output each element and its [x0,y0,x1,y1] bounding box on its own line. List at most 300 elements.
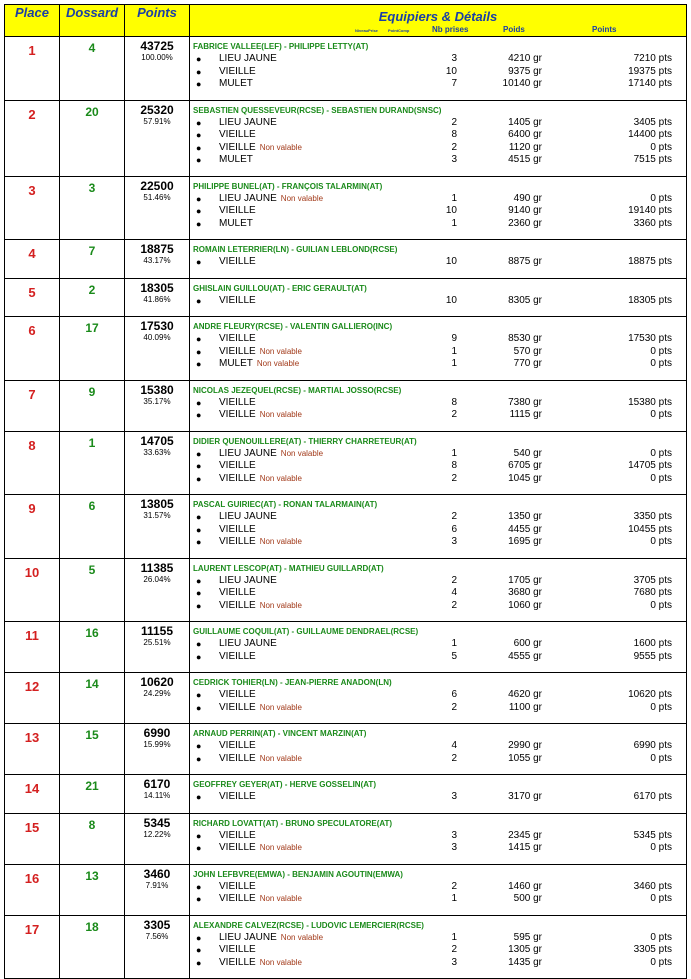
catch-count: 10 [445,65,457,77]
table-row [5,278,687,317]
place-cell [5,100,60,176]
bullet-icon: ● [196,651,202,662]
place-cell [5,278,60,317]
catch-points: 7680 pts [633,587,672,598]
catch-line [190,524,686,537]
detail-cell [190,813,687,864]
points-percent: 31.57% [143,511,171,520]
species-label [219,740,260,753]
team-names: ARNAUD PERRIN(AT) - VINCENT MARZIN(AT) [193,729,367,738]
points-cell [125,431,190,495]
species-name: VIEILLE [219,472,256,484]
catch-line [190,256,686,269]
catch-points: 0 pts [650,536,672,547]
points-percent: 7.91% [145,880,169,890]
points-cell [125,380,190,431]
species-label [219,587,260,600]
catch-weight: 540 gr [513,447,542,459]
detail-cell [190,431,687,495]
points-cell [125,176,190,240]
species-label [219,842,302,855]
total-points: 13805 [140,497,174,511]
team-names: ROMAIN LETERRIER(LN) - GUILIAN LEBLOND(RCSE) [193,245,398,254]
invalid-note: Non valable [259,753,302,763]
species-name: VIEILLE [219,587,256,598]
team-names: JOHN LEFBVRE(EMWA) - BENJAMIN AGOUTIN(EMWA) [193,869,403,879]
species-label [219,881,260,894]
invalid-note: Non valable [259,894,302,903]
species-name: MULET [219,78,253,89]
bullet-icon: ● [196,54,202,64]
dossard-cell [60,431,125,495]
dossard-value: 15 [85,728,99,742]
catch-points: 17140 pts [628,78,672,89]
bullet-icon: ● [196,792,202,802]
invalid-note: Non valable [259,142,302,152]
species-label [219,893,302,906]
catch-count: 6 [451,523,457,535]
catch-line [190,536,686,549]
results-table [4,4,687,979]
species-name: VIEILLE [219,599,256,611]
header-points: Points [125,5,190,37]
place-value: 2 [28,106,36,122]
place-cell [5,317,60,381]
species-label [219,448,323,461]
catch-line [190,448,686,461]
dossard-value: 21 [85,779,99,793]
species-name: LIEU JAUNE [219,192,277,204]
team-names: GUILLAUME COQUIL(AT) - GUILLAUME DENDRAEL(RCSE) [193,627,419,636]
place-cell [5,431,60,495]
species-name: VIEILLE [219,396,256,408]
catch-weight: 1695 gr [508,536,542,547]
bullet-icon: ● [196,575,202,586]
catch-weight: 490 gr [513,192,542,204]
total-points: 11155 [140,624,174,638]
catch-line [190,460,686,473]
place-cell [5,915,60,979]
catch-line [190,932,686,945]
total-points: 6170 [143,777,171,791]
place-value: 7 [28,386,36,402]
bullet-icon: ● [196,155,202,165]
species-label [219,689,260,702]
place-cell [5,240,60,279]
dossard-cell [60,240,125,279]
dossard-cell [60,100,125,176]
dossard-cell [60,915,125,979]
invalid-note: Non valable [280,448,324,458]
table-row [5,176,687,240]
dossard-cell [60,673,125,724]
detail-cell [190,317,687,381]
species-label [219,117,281,130]
bullet-icon: ● [196,588,202,598]
species-name: VIEILLE [219,956,256,968]
species-name: MULET [219,154,253,165]
team-names: PHILIPPE BUNEL(AT) - FRANÇOIS TALARMIN(AT) [193,181,383,191]
dossard-cell [60,37,125,101]
dossard-value: 18 [85,919,99,934]
species-label [219,957,302,970]
species-name: VIEILLE [219,65,256,77]
header-point-comp: PointComp [388,28,410,33]
dossard-value: 16 [85,626,99,640]
points-cell [125,724,190,775]
bullet-icon: ● [196,117,202,128]
species-name: LIEU JAUNE [219,931,277,943]
bullet-icon: ● [196,218,202,229]
catch-line [190,689,686,702]
points-percent: 41.86% [143,294,171,304]
species-label [219,524,260,537]
points-cell [125,673,190,724]
invalid-note: Non valable [256,359,300,368]
points-percent: 14.11% [143,791,171,800]
place-value: 13 [24,730,40,745]
points-cell [125,37,190,101]
detail-cell [190,673,687,724]
place-value: 15 [24,819,40,835]
species-label [219,932,323,945]
species-label [219,409,302,422]
species-name: LIEU JAUNE [219,116,277,128]
catch-points: 9555 pts [633,650,672,662]
species-name: VIEILLE [219,141,256,153]
catch-weight: 595 gr [513,931,542,943]
table-row [5,915,687,979]
species-name: VIEILLE [219,294,256,306]
catch-points: 0 pts [650,701,672,713]
catch-weight: 2990 gr [508,740,542,751]
bullet-icon: ● [196,448,202,459]
catch-count: 2 [451,944,457,955]
catch-line [190,587,686,600]
catch-line [190,193,686,206]
team-names: PASCAL GUIRIEC(AT) - RONAN TALARMAIN(AT) [193,500,378,509]
catch-count: 2 [451,409,457,420]
species-label [219,651,260,664]
catch-line [190,842,686,855]
species-label [219,511,281,524]
bullet-icon: ● [196,512,202,522]
dossard-value: 13 [85,868,99,883]
catch-weight: 8875 gr [508,256,542,267]
place-cell [5,864,60,915]
bullet-icon: ● [196,690,202,700]
points-cell [125,775,190,814]
table-row [5,775,687,814]
species-name: VIEILLE [219,701,256,713]
total-points: 10620 [140,675,174,689]
catch-count: 1 [451,345,457,357]
dossard-value: 5 [88,562,96,577]
dossard-value: 7 [88,244,96,258]
invalid-note: Non valable [259,473,302,483]
catch-points: 19375 pts [628,65,672,77]
catch-weight: 9375 gr [508,65,542,77]
catch-points: 6990 pts [633,740,672,751]
bullet-icon: ● [196,359,202,369]
species-label [219,346,302,359]
catch-weight: 4555 gr [508,650,542,662]
catch-count: 2 [451,116,457,128]
catch-count: 7 [451,78,457,89]
species-name: VIEILLE [219,689,256,700]
catch-count: 2 [451,880,457,892]
species-name: LIEU JAUNE [219,638,277,649]
table-row [5,317,687,381]
species-name: LIEU JAUNE [219,447,277,459]
catch-count: 8 [451,460,457,471]
table-row [5,495,687,559]
catch-points: 5345 pts [633,829,672,841]
catch-line [190,511,686,524]
catch-line [190,129,686,142]
catch-points: 1600 pts [633,638,672,649]
detail-cell [190,622,687,673]
detail-cell [190,724,687,775]
catch-weight: 1460 gr [508,880,542,892]
catch-line [190,753,686,766]
catch-weight: 4455 gr [508,523,542,535]
invalid-note: Non valable [259,537,302,546]
points-percent: 43.17% [143,256,171,265]
catch-line [190,702,686,715]
catch-line [190,638,686,651]
species-label [219,536,302,549]
catch-points: 0 pts [650,599,672,611]
catch-line [190,944,686,957]
dossard-value: 17 [85,321,99,335]
place-cell [5,558,60,622]
points-percent: 40.09% [143,333,171,342]
catch-count: 10 [445,256,457,267]
catch-count: 3 [451,154,457,165]
points-percent: 25.51% [143,638,171,647]
team-names: ALEXANDRE CALVEZ(RCSE) - LUDOVIC LEMERCIER(RCSE) [193,920,424,930]
points-percent: 57.91% [143,116,171,126]
species-name: MULET [219,217,253,229]
species-name: MULET [219,358,253,369]
header-poids: Poids [503,25,525,34]
catch-weight: 8305 gr [508,294,542,306]
catch-count: 1 [451,931,457,943]
place-value: 11 [25,628,39,643]
species-name: LIEU JAUNE [219,511,277,522]
catch-points: 7210 pts [633,53,672,64]
species-name: VIEILLE [219,740,256,751]
species-label [219,638,281,651]
catch-points: 10620 pts [628,689,672,700]
table-row [5,240,687,279]
detail-cell [190,37,687,101]
team-names: RICHARD LOVATT(AT) - BRUNO SPECULATORE(AT) [193,818,393,828]
header-points-detail: Points [592,25,617,34]
header-details [190,5,687,37]
invalid-note: Non valable [259,600,302,610]
catch-line [190,117,686,130]
catch-count: 2 [451,511,457,522]
points-cell [125,317,190,381]
species-name: VIEILLE [219,650,256,662]
species-label [219,753,302,766]
catch-weight: 1305 gr [508,944,542,955]
dossard-cell [60,622,125,673]
catch-count: 4 [451,740,457,751]
catch-weight: 500 gr [513,893,542,904]
detail-cell [190,100,687,176]
total-points: 18875 [140,242,174,256]
results-body [5,37,687,979]
catch-count: 3 [451,842,457,853]
place-cell [5,813,60,864]
catch-line [190,333,686,346]
total-points: 14705 [140,433,174,448]
species-label [219,295,260,308]
table-row [5,100,687,176]
catch-count: 1 [451,893,457,904]
species-label [219,256,260,269]
catch-count: 3 [451,956,457,968]
table-row [5,558,687,622]
catch-count: 9 [451,333,457,344]
catch-line [190,66,686,79]
catch-line [190,957,686,970]
species-name: VIEILLE [219,880,256,892]
catch-points: 3305 pts [633,944,672,955]
header-place: Place [5,5,60,37]
catch-line [190,575,686,588]
invalid-note: Non valable [259,702,302,712]
catch-points: 0 pts [650,447,672,459]
species-label [219,460,260,473]
catch-count: 3 [451,829,457,841]
catch-points: 10455 pts [628,523,672,535]
species-name: VIEILLE [219,893,256,904]
catch-count: 10 [445,294,457,306]
points-cell [125,558,190,622]
catch-line [190,791,686,804]
catch-weight: 4515 gr [508,154,542,165]
bullet-icon: ● [196,397,202,408]
invalid-note: Non valable [259,346,302,356]
dossard-value: 1 [88,435,96,450]
catch-line [190,651,686,664]
points-cell [125,100,190,176]
catch-line [190,473,686,486]
header-nb-prises: Nb prises [432,25,469,34]
catch-count: 2 [451,599,457,611]
catch-weight: 9140 gr [508,205,542,216]
species-label [219,358,299,371]
bullet-icon: ● [196,193,202,204]
catch-points: 0 pts [650,141,672,153]
catch-line [190,78,686,91]
catch-points: 19140 pts [628,205,672,216]
species-label [219,791,260,804]
catch-points: 0 pts [650,409,672,420]
species-label [219,142,302,155]
dossard-cell [60,724,125,775]
catch-count: 1 [451,192,457,204]
table-row [5,673,687,724]
catch-weight: 600 gr [513,638,542,649]
catch-points: 14400 pts [628,129,672,140]
invalid-note: Non valable [280,932,324,942]
points-cell [125,278,190,317]
catch-line [190,740,686,753]
catch-points: 0 pts [650,956,672,968]
points-cell [125,240,190,279]
catch-weight: 2360 gr [508,217,542,229]
place-cell [5,176,60,240]
species-name: VIEILLE [219,205,256,216]
dossard-value: 4 [88,41,96,55]
catch-points: 0 pts [650,842,672,853]
bullet-icon: ● [196,461,202,471]
bullet-icon: ● [196,894,202,904]
invalid-note: Non valable [259,957,302,967]
catch-count: 2 [451,752,457,764]
dossard-cell [60,495,125,559]
catch-weight: 10140 gr [502,78,542,89]
detail-cell [190,558,687,622]
place-value: 3 [28,182,36,198]
bullet-icon: ● [196,206,202,216]
total-points: 3305 [143,917,171,932]
species-label [219,944,260,957]
catch-points: 3460 pts [633,880,672,892]
catch-points: 3350 pts [633,511,672,522]
catch-weight: 3680 gr [508,587,542,598]
species-label [219,702,302,715]
species-name: VIEILLE [219,829,256,841]
place-value: 1 [28,43,36,58]
species-name: VIEILLE [219,752,256,764]
species-name: VIEILLE [219,129,256,140]
place-cell [5,380,60,431]
table-row [5,864,687,915]
catch-points: 0 pts [650,345,672,357]
bullet-icon: ● [196,410,202,420]
points-percent: 15.99% [143,740,171,749]
catch-points: 6170 pts [633,791,672,802]
team-names: NICOLAS JEZEQUEL(RCSE) - MARTIAL JOSSO(RCSE) [193,385,402,395]
place-value: 17 [24,921,40,937]
detail-cell [190,864,687,915]
species-label [219,830,260,843]
total-points: 6990 [143,726,171,740]
total-points: 43725 [140,39,174,53]
catch-weight: 7380 gr [508,396,542,408]
catch-points: 0 pts [650,752,672,764]
table-row [5,813,687,864]
species-label [219,193,323,206]
catch-count: 3 [451,53,457,64]
table-row [5,431,687,495]
place-value: 9 [28,501,36,516]
place-value: 8 [28,437,36,453]
bullet-icon: ● [196,295,202,306]
catch-points: 18305 pts [628,294,672,306]
points-percent: 26.04% [143,574,171,584]
total-points: 17530 [140,319,174,333]
header-details-title: Equipiers & Détails [378,9,498,24]
bullet-icon: ● [196,702,202,713]
place-value: 14 [24,781,40,796]
